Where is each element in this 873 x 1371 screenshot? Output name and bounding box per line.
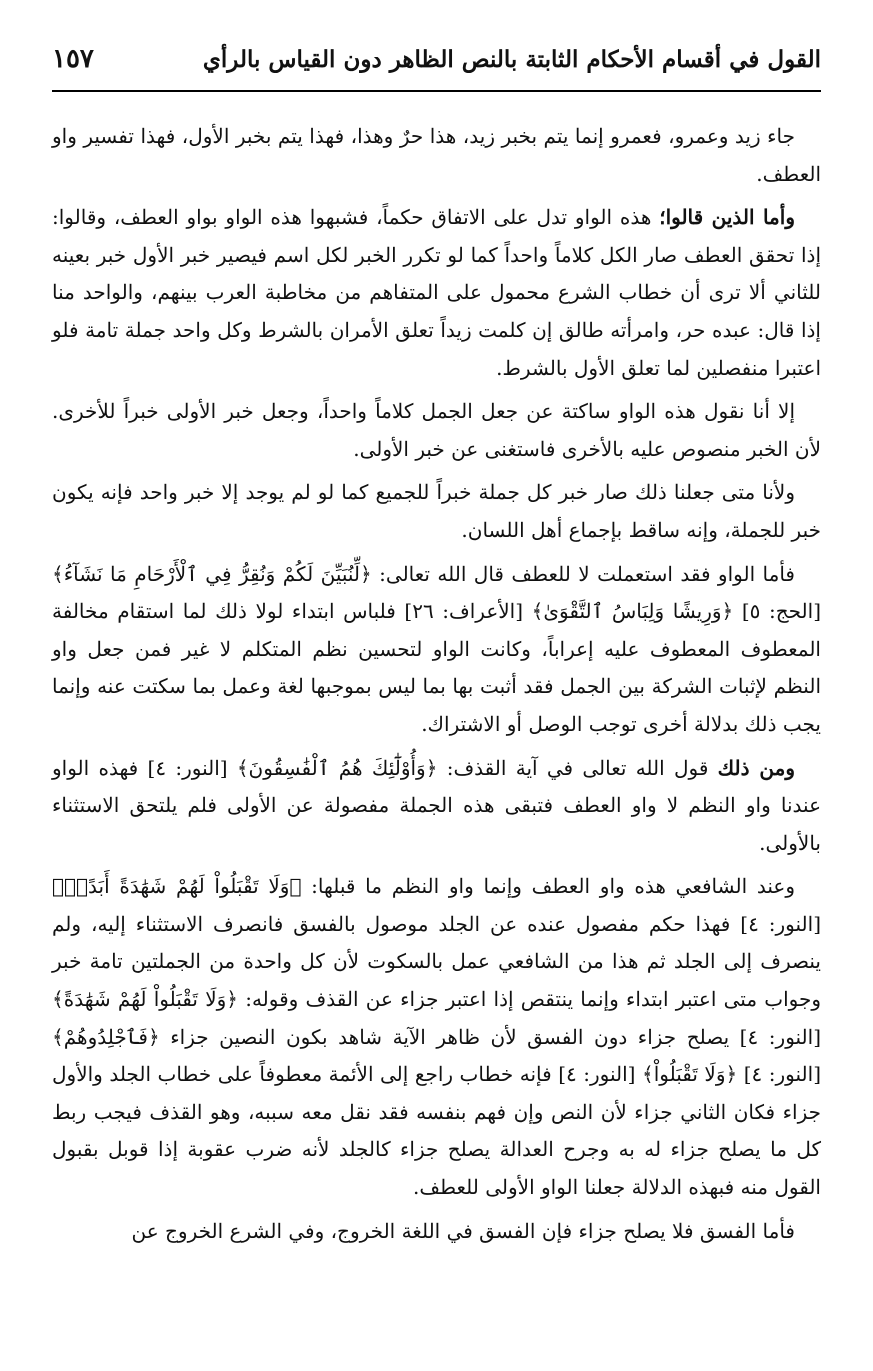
paragraph-text: ولأنا متى جعلنا ذلك صار خبر كل جملة خبراً للجميع كما لو لم يوجد إلا خبر واحد فإنه يكون خبر للجملة، وإنه ساقط بإجماع أهل اللسان. <box>52 480 821 542</box>
paragraph-text: وعند الشافعي هذه واو العطف وإنما واو النظم ما قبلها: ﴿وَلَا تَقْبَلُواْ لَهُمْ شَهَٰدَةً أَبَدًاۚ﴾ [النور: ٤] فهذا حكم مفصول عنده عن الجلد موصول بالفسق فانصرف الاستثناء إليه، ولم ينصرف إلى الجلد ثم هذا من الشافعي عمل بالسكوت لأن كل واحدة من الجملتين تامة خبر وجواب متى اعتبر ابتداء وإنما ينتقص إذا اعتبر جزاء عن القذف وقوله: ﴿وَلَا تَقْبَلُواْ لَهُمْ شَهَٰدَةً﴾ [النور: ٤] يصلح جزاء دون الفسق لأن ظاهر الآية شاهد بكون النصين جزاء ﴿فَٱجْلِدُوهُمْ﴾ [النور: ٤] ﴿وَلَا تَقْبَلُواْ﴾ [النور: ٤] فإنه خطاب راجع إلى الأئمة معطوفاً على خطاب الجلد والأول جزاء فكان الثاني جزاء لأن النص وإن فهم بنفسه فقد نقل معه سببه، وهو القذف فيجب ربط كل ما يصلح جزاء له به وجرح العدالة يصلح جزاء كالجلد لأنه ضرب عقوبة إذا قوبل بقبول القول منه فبهذه الدلالة جعلنا الواو الأولى للعطف. <box>52 874 822 1200</box>
page-body <box>52 118 821 1256</box>
paragraph <box>52 750 821 863</box>
running-head: القول في أقسام الأحكام الثابتة بالنص الظاهر دون القياس بالرأي <box>202 46 821 73</box>
paragraph-lead: ومن ذلك <box>717 755 795 780</box>
paragraph <box>52 868 821 1206</box>
paragraph <box>52 393 821 468</box>
paragraph-lead: وأما الذين قالوا؛ <box>659 205 795 230</box>
paragraph-text: هذه الواو تدل على الاتفاق حكماً، فشبهوا هذه الواو بواو العطف، وقالوا: إذا تحقق العطف صار الكل كلاماً واحداً كما لو تكرر الخبر لكل اسم فيصير خبر الأول خبر بعينه للثاني ألا ترى أن خطاب الشرع محمول على المتفاهم من مخاطبة العرب بينهم، والواحد منا إذا قال: عبده حر، وامرأته طالق إن كلمت زيداً تعلق الأمران بالشرط وكل واحد جملة تامة فلو اعتبرا منفصلين لما تعلق الأول بالشرط. <box>52 205 821 380</box>
paragraph <box>52 556 821 744</box>
paragraph <box>52 474 821 549</box>
paragraph <box>52 1213 821 1251</box>
page-number: ١٥٧ <box>52 44 94 74</box>
paragraph <box>52 118 821 193</box>
page-header <box>52 42 821 92</box>
paragraph-text: جاء زيد وعمرو، فعمرو إنما يتم بخبر زيد، هذا حرٌ وهذا، فهذا يتم بخبر الأول، فهذا تفسير واو العطف. <box>52 124 821 186</box>
paragraph-text: فأما الفسق فلا يصلح جزاء فإن الفسق في اللغة الخروج، وفي الشرع الخروج عن <box>131 1218 795 1243</box>
paragraph <box>52 199 821 387</box>
paragraph-text: إلا أنا نقول هذه الواو ساكتة عن جعل الجمل كلاماً واحداً، وجعل خبر الأولى خبراً للأخرى. لأن الخبر منصوص عليه بالأخرى فاستغنى عن خبر الأولى. <box>52 399 821 461</box>
paragraph-text: فأما الواو فقد استعملت لا للعطف قال الله تعالى: ﴿لِّنُبَيِّنَ لَكُمْ وَنُقِرُّ فِي ٱلْأَرْحَامِ مَا نَشَآءُ﴾ [الحج: ٥] ﴿وَرِيشًا وَلِبَاسُ ٱلتَّقْوَىٰ﴾ [الأعراف: ٢٦] فلباس ابتداء لولا ذلك لما استقام مخالفة المعطوف المعطوف عليه إعراباً، وكانت الواو لتحسين نظم المتكلم لا غير فمن جعل واو النظم لإثبات الشركة بين الجمل فقد أثبت بها بما ليس بموجبها لغة وعمل بما سكتت عنه وإنما يجب ذلك بدلالة أخرى توجب الوصل أو الاشتراك. <box>52 561 821 736</box>
paragraph-text: قول الله تعالى في آية القذف: ﴿وَأُوْلَٰٓئِكَ هُمُ ٱلْفَٰسِقُونَ﴾ [النور: ٤] فهذه الواو عندنا واو النظم لا واو العطف فتبقى هذه الجملة مفصولة عن الأولى فلم يلتحق الاستثناء بالأولى. <box>52 755 821 855</box>
